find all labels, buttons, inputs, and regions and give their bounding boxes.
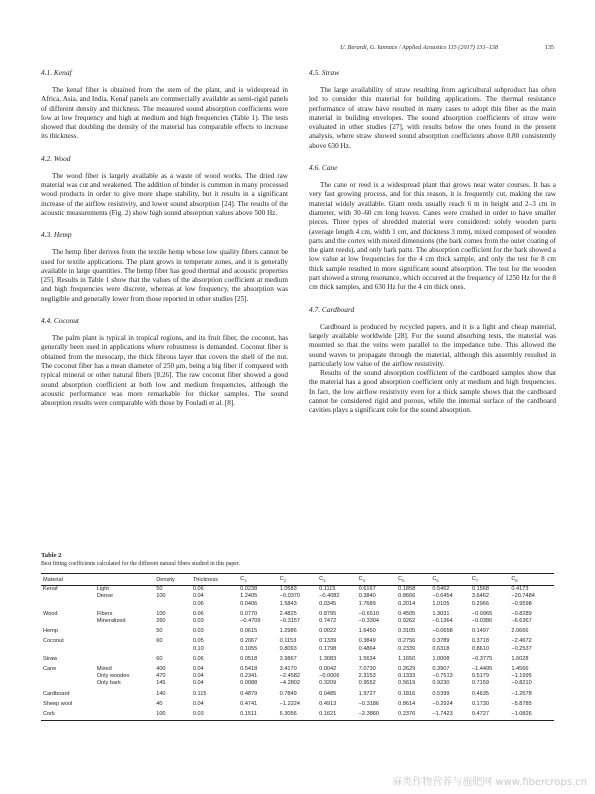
table-caption: Best fitting coefficients calculated for the different natural fibers studied in this paper. xyxy=(41,561,240,567)
table-cell: Dense xyxy=(96,593,113,600)
table-cell: 0.06 xyxy=(192,586,204,593)
table-cell: 2.0666 xyxy=(511,628,529,635)
table-cell: 0.1115 xyxy=(319,586,336,593)
table-cell: 1.9727 xyxy=(358,690,376,697)
table-cell: 0.8614 xyxy=(398,700,416,707)
body-paragraph: The wood fiber is largely available as a waste of wood works. The dried raw material was cut and weakened. The addition of binder is common in many processed wood products in order to give more shape stability, but it results in a significant increase of the airflow resistivity, and lower sound absorption [24]. The results of the acoustic measurements (Fig. 2) show high sound absorption values above 500 Hz. xyxy=(41,171,288,217)
table-cell: −20.7484 xyxy=(511,593,535,600)
table-cell: −0.3775 xyxy=(471,655,493,662)
table-row xyxy=(41,698,554,708)
table-row xyxy=(41,635,554,645)
table-title: Table 2 xyxy=(41,552,62,559)
table-cell: −0.4709 xyxy=(240,617,261,624)
table-row xyxy=(41,653,554,663)
table-cell: −2.4582 xyxy=(279,673,301,680)
table-row xyxy=(41,673,554,680)
table-cell: 0.5462 xyxy=(432,586,450,593)
table-cell xyxy=(95,688,154,698)
table-cell: Only wooden xyxy=(96,673,130,680)
table-cell: 6.3056 xyxy=(278,708,318,721)
table-cell: 0.0022 xyxy=(319,628,337,635)
table-cell: Cork xyxy=(41,708,95,721)
table-cell: −2.4672 xyxy=(511,638,532,645)
table-row xyxy=(41,608,554,618)
table-cell: 0.2376 xyxy=(396,708,430,721)
table-row xyxy=(41,663,554,673)
table-cell: 0.03 xyxy=(192,617,204,624)
table-cell: −0.1364 xyxy=(432,617,453,624)
table-cell: 1.5634 xyxy=(358,655,376,662)
column-header xyxy=(95,574,154,586)
table-cell: 0.2341 xyxy=(240,673,258,680)
watermark: 麻类作物营养与施肥网 www.fibercrops.cn xyxy=(392,777,587,788)
table-cell: 100 xyxy=(156,593,166,600)
page-number: 135 xyxy=(544,44,554,51)
table-cell: 0.3105 xyxy=(398,628,416,635)
right-column xyxy=(309,68,556,428)
table-cell: 7.0730 xyxy=(358,665,376,672)
table-cell: 0.0088 xyxy=(240,680,258,687)
table-cell: 0.04 xyxy=(192,665,204,672)
table-cell: 140 xyxy=(156,690,166,697)
table-cell xyxy=(41,618,95,625)
table-cell: 470 xyxy=(156,673,166,680)
table-cell: 0.5179 xyxy=(471,673,489,680)
table-cell: 0.1858 xyxy=(398,586,416,593)
table-cell: Cardboard xyxy=(43,690,70,697)
body-paragraph: Cardboard is produced by recycled papers, and it is a light and cheap material, largely available worldwide [28]. For the sound absorbing tests, the material was mounted so that the veins were parallel to the impedance tube. This allowed the sound waves to propagate through the material, although this assembly resulted in particularly low value of the airflow resistivity. xyxy=(309,322,556,368)
table-cell: 0.06 xyxy=(192,655,204,662)
table-cell: −0.8289 xyxy=(511,610,532,617)
table-cell: 0.1153 xyxy=(279,638,297,645)
table-cell: −2.3860 xyxy=(357,708,397,721)
table-cell: 1.7689 xyxy=(358,600,376,607)
table-row xyxy=(41,586,554,594)
table-row xyxy=(41,601,554,608)
table-cell: 0.3209 xyxy=(319,680,337,687)
table-cell: 60 xyxy=(156,638,163,645)
table-cell: 0.0770 xyxy=(240,610,258,617)
column-header: Material xyxy=(41,574,95,586)
section-heading: 4.5. Straw xyxy=(309,68,340,77)
column-header: $C_6$ xyxy=(430,574,470,586)
table-cell: 0.1621 xyxy=(317,708,357,721)
table-cell: 1.6450 xyxy=(358,628,376,635)
table-cell: 1.3083 xyxy=(319,655,337,662)
table-row xyxy=(41,688,554,698)
table-cell: 100 xyxy=(156,610,166,617)
table-cell: 0.4727 xyxy=(470,708,510,721)
section-heading: 4.7. Cardboard xyxy=(309,304,355,314)
table-cell: 0.4635 xyxy=(471,690,489,697)
table-cell: 0.03 xyxy=(192,628,204,635)
table-cell: 0.4864 xyxy=(358,645,376,652)
table-row xyxy=(41,593,554,600)
table-cell: Mixed xyxy=(96,665,112,672)
table-cell: 0.5399 xyxy=(432,690,450,697)
table-body xyxy=(41,586,554,721)
journal-citation: U. Berardi, G. Iannace / Applied Acoustics 115 (2017) 131–138 xyxy=(340,44,498,51)
table-cell: 0.06 xyxy=(192,610,204,617)
table-cell xyxy=(41,680,95,687)
column-header: Density xyxy=(154,574,191,586)
table-cell: Cane xyxy=(43,665,57,672)
table-cell: 0.05 xyxy=(192,638,204,645)
table-2 xyxy=(41,552,554,721)
table-cell: 1.2986 xyxy=(279,628,297,635)
table-cell: −6.6367 xyxy=(511,617,532,624)
section xyxy=(309,68,556,151)
table-cell: −0.3186 xyxy=(358,700,380,707)
table-cell: 100 xyxy=(154,708,191,721)
table-cell: −0.6454 xyxy=(432,593,453,600)
table-cell: 0.3907 xyxy=(432,665,450,672)
running-header xyxy=(41,44,554,56)
table-cell: 1.4566 xyxy=(511,665,529,672)
table-cell: 0.9230 xyxy=(432,680,450,687)
table-cell: −0.9598 xyxy=(511,600,532,607)
section xyxy=(41,154,288,218)
body-paragraph: The palm plant is typical in tropical regions, and its fruit fiber, the coconut, has generally been used in applications where robustness is demanded. Coconut fiber is obtained from the mesocarp, the thick fibrous layer that covers the shell of the nut. The coconut fiber has a mean diameter of 250 μm, being a big fiber if compared with typical mineral or other natural fibers [8,26]. The raw coconut fiber showed a good sound absorption coefficient at both low and medium frequencies, although the acoustic performance was more remarkable for thicker samples. The sound absorption results were comparable with those by Fouladi et al. [8]. xyxy=(41,334,288,408)
table-cell: −1.4495 xyxy=(471,665,493,672)
table-cell: 0.0345 xyxy=(319,600,337,607)
table-cell: 0.0518 xyxy=(240,655,258,662)
table-cell: 0.04 xyxy=(192,680,204,687)
table-cell xyxy=(95,601,154,608)
table-cell: 260 xyxy=(156,617,166,624)
table-cell: −0.3304 xyxy=(358,617,380,624)
table-cell: 0.1055 xyxy=(240,645,258,652)
table-cell: 0.6318 xyxy=(432,645,450,652)
table-cell xyxy=(95,698,154,708)
section-heading: 4.1. Kenaf xyxy=(41,68,72,77)
table-cell: 3.4170 xyxy=(279,665,297,672)
table-cell: Straw xyxy=(43,655,58,662)
table-cell: −5.8785 xyxy=(511,700,532,707)
section xyxy=(41,316,288,408)
table-cell: 0.0615 xyxy=(240,628,258,635)
table-cell: 0.4173 xyxy=(511,586,529,593)
section xyxy=(309,163,556,293)
table-cell: −1.2578 xyxy=(511,690,532,697)
table-cell: −0.6510 xyxy=(358,610,380,617)
table-cell: 0.2629 xyxy=(398,665,416,672)
table-cell: 0.4741 xyxy=(240,700,258,707)
table-cell: 1.0105 xyxy=(432,600,450,607)
table-cell: 0.1568 xyxy=(471,586,489,593)
left-column xyxy=(41,68,288,420)
table-cell: 0.7472 xyxy=(319,617,337,624)
table-cell xyxy=(95,653,154,663)
table-cell: 0.4879 xyxy=(240,690,258,697)
table-cell: −1.7423 xyxy=(430,708,470,721)
table-cell: 1.0583 xyxy=(279,586,297,593)
table-cell: −0.2537 xyxy=(511,645,532,652)
table-cell: 0.2756 xyxy=(398,638,416,645)
table-cell: 50 xyxy=(156,586,163,593)
table-cell: Only bark xyxy=(96,680,121,687)
table-cell: 2.3153 xyxy=(358,673,376,680)
table-cell: −0.0386 xyxy=(471,617,493,624)
table-cell: 50 xyxy=(156,628,163,635)
table-cell: −0.0658 xyxy=(432,628,453,635)
table-cell: −4.2802 xyxy=(279,680,301,687)
table-cell: 0.2339 xyxy=(398,645,416,652)
table-cell: Kenaf xyxy=(43,586,58,593)
table-cell: 400 xyxy=(156,665,166,672)
table-cell: Sheep wool xyxy=(43,700,73,707)
table-cell: 3.9867 xyxy=(279,655,297,662)
table-cell: 0.9552 xyxy=(358,680,376,687)
table-cell: −1.1995 xyxy=(511,673,532,680)
table-cell: 0.1333 xyxy=(398,673,416,680)
table-cell: −0.2924 xyxy=(432,700,453,707)
coefficients-table xyxy=(41,573,554,721)
table-cell: 0.3849 xyxy=(358,638,376,645)
table-cell: 0.04 xyxy=(192,593,204,600)
column-header: $C_3$ xyxy=(317,574,357,586)
table-cell xyxy=(41,593,95,600)
table-cell: 1.1650 xyxy=(398,655,416,662)
table-cell: 0.2014 xyxy=(398,600,416,607)
table-cell: 0.7849 xyxy=(279,690,297,697)
table-cell: Mineralized xyxy=(96,617,126,624)
table-cell: Coconut xyxy=(43,638,64,645)
table-cell: 0.6167 xyxy=(358,586,376,593)
table-cell: −0.4082 xyxy=(319,593,340,600)
table-cell: 0.1816 xyxy=(398,690,416,697)
table-cell: 0.03 xyxy=(191,708,238,721)
table-cell: 0.2966 xyxy=(471,600,489,607)
table-cell: 0.8795 xyxy=(319,610,337,617)
table-cell: 1.3031 xyxy=(432,610,450,617)
table-cell: 1.0008 xyxy=(432,655,450,662)
section-heading: 4.4. Coconut xyxy=(41,316,79,326)
table-cell: 60 xyxy=(156,655,163,662)
table-cell xyxy=(95,646,154,653)
table-cell: −0.8210 xyxy=(511,680,532,687)
table-cell: 0.5418 xyxy=(240,665,258,672)
table-cell: 0.0238 xyxy=(240,586,258,593)
table-cell: Light xyxy=(96,586,109,593)
table-cell xyxy=(154,601,191,608)
table-cell: 40 xyxy=(156,700,163,707)
table-row xyxy=(41,680,554,687)
section xyxy=(309,305,556,416)
table-cell: 0.3840 xyxy=(358,593,376,600)
table-cell: 0.3789 xyxy=(432,638,450,645)
table-cell: 0.1798 xyxy=(319,645,337,652)
table-cell xyxy=(41,673,95,680)
table-cell: −0.3157 xyxy=(279,617,301,624)
table-cell xyxy=(95,625,154,635)
table-cell: 0.04 xyxy=(192,673,204,680)
section-heading: 4.6. Cane xyxy=(309,163,338,173)
table-cell: 1.5843 xyxy=(279,600,297,607)
table-cell xyxy=(95,635,154,645)
table-cell: 0.1511 xyxy=(238,708,278,721)
table-row xyxy=(41,618,554,625)
table-cell: 1.2405 xyxy=(240,593,258,600)
table-cell: 0.06 xyxy=(192,600,204,607)
table-cell: 3.6462 xyxy=(471,593,489,600)
section xyxy=(41,230,288,304)
table-cell: −0.7513 xyxy=(432,673,453,680)
table-cell: 0.3718 xyxy=(471,638,489,645)
column-header: Thickness xyxy=(191,574,238,586)
table-cell: 0.9262 xyxy=(398,617,416,624)
table-cell: Hemp xyxy=(43,628,58,635)
table-row xyxy=(41,708,554,721)
table-cell: 0.115 xyxy=(192,690,207,697)
table-cell: −0.0006 xyxy=(319,673,340,680)
table-cell: 0.2067 xyxy=(240,638,258,645)
table-cell xyxy=(95,708,154,721)
table-cell: −1.0826 xyxy=(509,708,554,721)
table-row xyxy=(41,625,554,635)
table-cell: 1.6028 xyxy=(511,655,529,662)
table-cell: 0.1730 xyxy=(471,700,489,707)
body-paragraph: The cane or reed is a widespread plant that grows near water courses. It has a very fast growing process, and for this reason, it is frequently cut, making the raw material widely available. Giant reeds usually reach 6 m in height and 2–3 cm in diameter, with 30–60 cm long leaves. Canes were crushed in order to have smaller pieces. Three types of shredded material were considered: solely wooden parts (average length 4 cm, width 1 cm, and thickness 3 mm), mixed composed of wooden parts and the cortex with mixed dimensions (the bark comes from the outer coating of the giant reeds), and only bark parts. The absorption coefficient for the bark showed a low value at low frequencies for the 4 cm thick sample, and only the test for 8 cm thick sample resulted in more significant sound absorption. The test for the wooden part showed a strong resonance, which occurred at the frequency of 1250 Hz for the 8 cm thick samples, and 630 Hz for the 4 cm thick ones. xyxy=(309,181,556,292)
column-header: $C_8$ xyxy=(509,574,554,586)
section-heading: 4.3. Hemp xyxy=(41,230,72,240)
table-cell: −1.2224 xyxy=(279,700,301,707)
table-cell: 145 xyxy=(156,680,166,687)
table-cell: Wood xyxy=(43,610,58,617)
section xyxy=(41,68,288,142)
column-header: $C_1$ xyxy=(238,574,278,586)
body-paragraph: Results of the sound absorption coefficient of the cardboard samples show that the material has a good absorption coefficient only at medium and high frequencies. In fact, the low airflow resistivity even for a thick sample shows that the cardboard cannot be considered rigid and porous, while the internal surface of the cardboard cavities plays a significant role for the sound absorption. xyxy=(309,369,556,415)
body-paragraph: The large availability of straw resulting from agricultural subproduct has often led to consider this material for building applications. The thermal resistance performance of straw have resulted in many cases to adopt this fiber as the main material in building envelopes. The sound absorption coefficients of straw were evaluated in other studies [27], with results below the ones found in the present analysis, where straw showed sound absorption coefficients above 0.80 consistently above 630 Hz. xyxy=(309,86,556,150)
table-cell xyxy=(41,601,95,608)
table-row xyxy=(41,646,554,653)
table-cell: 0.1497 xyxy=(471,628,489,635)
table-cell: 0.10 xyxy=(192,645,204,652)
table-cell xyxy=(154,646,191,653)
table-cell: 0.0042 xyxy=(319,665,337,672)
body-paragraph: The kenaf fiber is obtained from the stem of the plant, and is widespread in Africa, Asia, and India. Kenaf panels are commercially available as semi-rigid panels of different density and thickness. The measured sound absorption coefficients were low at low frequency and high at medium and high frequencies (Table 1). The tests showed that doubling the density of the material has comparable effects to increase its thickness. xyxy=(41,86,288,141)
table-header-row xyxy=(41,574,554,586)
body-paragraph: The hemp fiber derives from the textile hemp whose low quality fibers cannot be used for textile applications. The plant grows in temperate zones, and it is generally available in large quantities. The hemp fiber has good thermal and acoustic properties [25]. Results in Table 1 show that the values of the absorption coefficient at medium and high frequencies were discrete, whereas at low frequency, the absorption was negligible and generally lower from those reported in other studies [25]. xyxy=(41,248,288,303)
table-cell: Fibers xyxy=(96,610,113,617)
table-cell: 0.4505 xyxy=(398,610,416,617)
table-cell: 0.4913 xyxy=(319,700,337,707)
column-header: $C_2$ xyxy=(278,574,318,586)
table-cell: 2.4825 xyxy=(279,610,297,617)
table-cell: 0.04 xyxy=(192,700,204,707)
table-cell: 0.0406 xyxy=(240,600,258,607)
table-cell: 0.1339 xyxy=(319,638,337,645)
table-cell: 0.0485 xyxy=(319,690,337,697)
table-cell: 0.8666 xyxy=(398,593,416,600)
table-cell: −0.0965 xyxy=(471,610,493,617)
table-cell xyxy=(41,646,95,653)
column-header: $C_4$ xyxy=(357,574,397,586)
table-cell: −0.0370 xyxy=(279,593,301,600)
section-heading: 4.2. Wood xyxy=(41,153,71,163)
table-cell: 0.8610 xyxy=(471,645,489,652)
column-header: $C_7$ xyxy=(470,574,510,586)
table-cell: 0.5619 xyxy=(398,680,416,687)
column-header: $C_5$ xyxy=(396,574,430,586)
table-cell: 0.8093 xyxy=(279,645,297,652)
table-cell: 0.7159 xyxy=(471,680,489,687)
